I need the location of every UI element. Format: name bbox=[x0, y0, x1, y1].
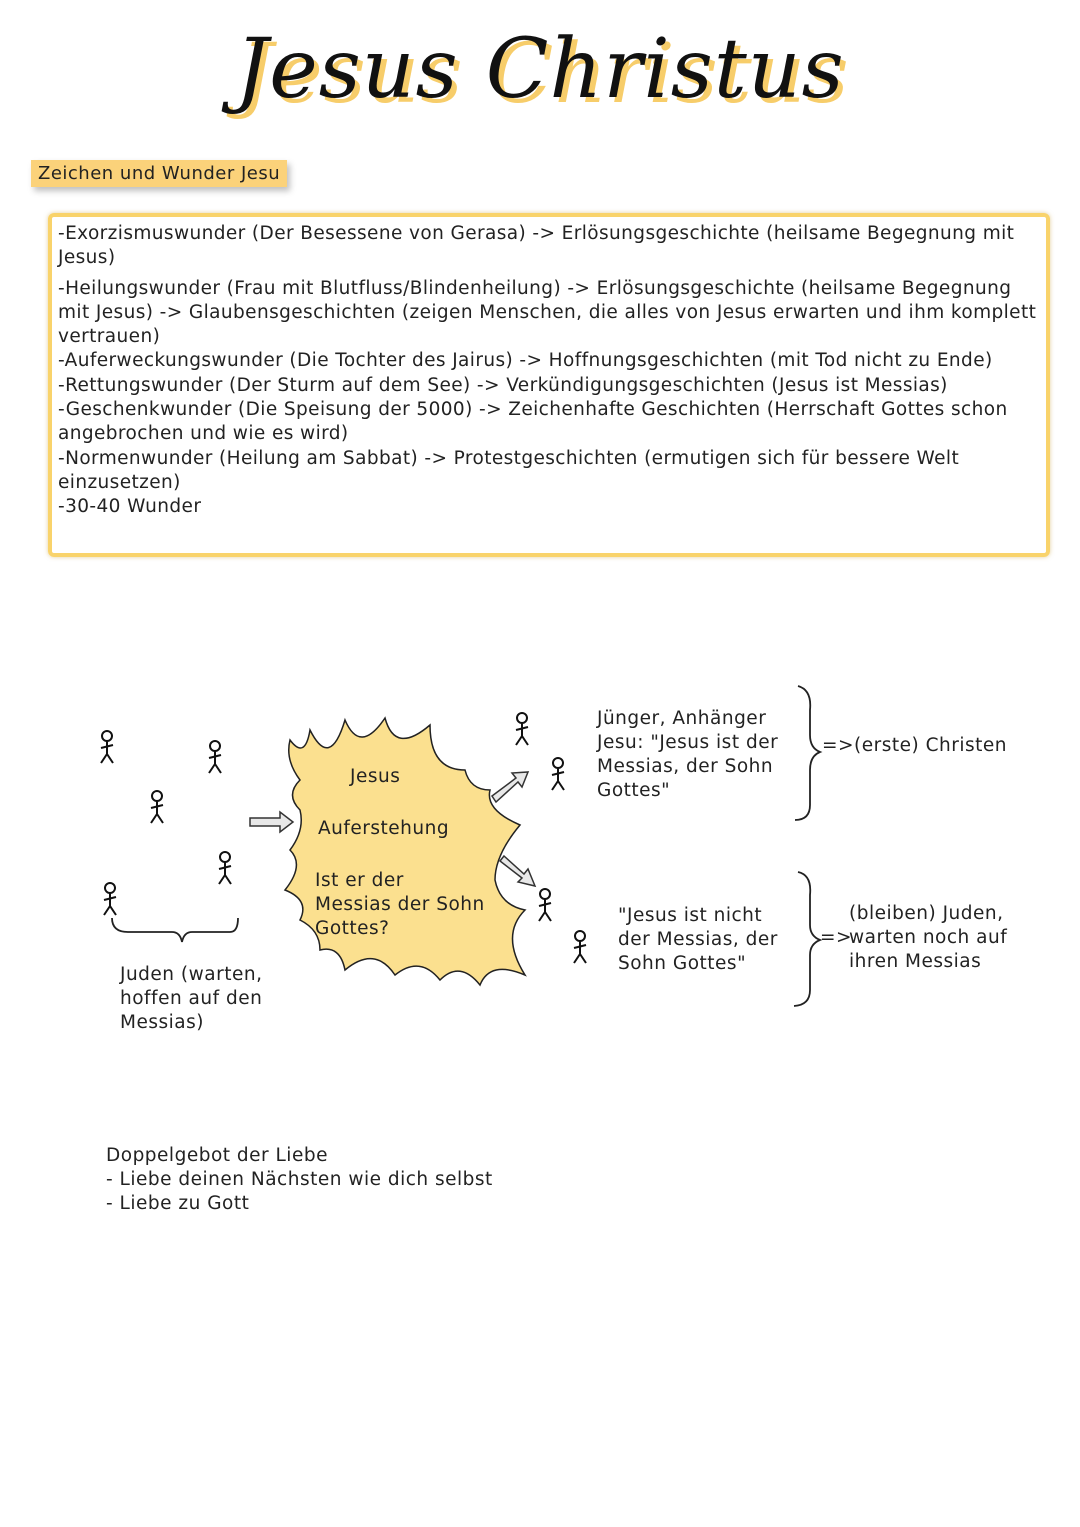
miracle-item: -Normenwunder (Heilung am Sabbat) -> Protestgeschichten (ermutigen sich für bessere Welt einzusetzen) bbox=[58, 447, 960, 493]
stick-figure-icon bbox=[574, 931, 586, 963]
burst-question-label: Ist er der Messias der Sohn Gottes? bbox=[315, 870, 485, 939]
section-heading: Zeichen und Wunder Jesu bbox=[31, 160, 287, 187]
followers-quote: Jünger, Anhänger Jesu: "Jesus ist der Messias, der Sohn Gottes" bbox=[597, 708, 779, 801]
miracle-item: -Rettungswunder (Der Sturm auf dem See) -> Verkündigungsgeschichten (Jesus ist Messias) bbox=[58, 374, 948, 396]
burst-jesus-label: Jesus bbox=[350, 766, 401, 787]
miracle-item: -Geschenkwunder (Die Speisung der 5000) -> Zeichenhafte Geschichten (Herrschaft Gottes schon angebrochen und wie es wird) bbox=[58, 399, 1008, 445]
love-item: - Liebe deinen Nächsten wie dich selbst bbox=[106, 1169, 493, 1190]
miracle-item: -Heilungswunder (Frau mit Blutfluss/Blindenheilung) -> Erlösungsgeschichte (heilsame Begegnung mit Jesus) -> Glaubensgeschichten (zeigen Menschen, die alles von Jesus erwarten und ihm komplett vertrauen) bbox=[58, 277, 1037, 348]
page-title: Jesus Christus bbox=[235, 22, 845, 117]
arrow-down-right-icon bbox=[500, 856, 535, 886]
others-quote: "Jesus ist nicht der Messias, der Sohn Gottes" bbox=[618, 905, 778, 974]
stick-figure-icon bbox=[101, 731, 113, 763]
juden-label: Juden (warten, hoffen auf den Messias) bbox=[120, 964, 263, 1033]
followers-result: =>(erste) Christen bbox=[822, 735, 1007, 756]
stick-figure-icon bbox=[219, 852, 231, 884]
love-item: - Liebe zu Gott bbox=[106, 1193, 250, 1214]
others-result: (bleiben) Juden, warten noch auf ihren Messias bbox=[849, 903, 1008, 972]
arrow-right-icon bbox=[250, 812, 293, 832]
stick-figure-icon bbox=[104, 883, 116, 915]
stick-figure-icon bbox=[151, 791, 163, 823]
miracle-item: -Auferweckungswunder (Die Tochter des Jairus) -> Hoffnungsgeschichten (mit Tod nicht zu Ende) bbox=[58, 350, 993, 372]
brace-bottom bbox=[112, 918, 238, 942]
stick-figure-icon bbox=[539, 889, 551, 921]
arrow-up-right-icon bbox=[492, 772, 528, 802]
brace-right-top bbox=[795, 686, 820, 820]
others-arrow: => bbox=[820, 927, 853, 948]
stick-figure-icon bbox=[552, 758, 564, 790]
burst-resurrection-label: Auferstehung bbox=[318, 818, 450, 839]
miracle-item: -Exorzismuswunder (Der Besessene von Gerasa) -> Erlösungsgeschichte (heilsame Begegnung mit Jesus) bbox=[58, 223, 1015, 269]
miracle-item: -30-40 Wunder bbox=[58, 496, 202, 518]
burst-shape bbox=[285, 718, 525, 985]
stick-figure-icon bbox=[209, 741, 221, 773]
stick-figure-icon bbox=[516, 713, 528, 745]
brace-right-bottom bbox=[794, 872, 820, 1006]
love-heading: Doppelgebot der Liebe bbox=[106, 1145, 328, 1166]
